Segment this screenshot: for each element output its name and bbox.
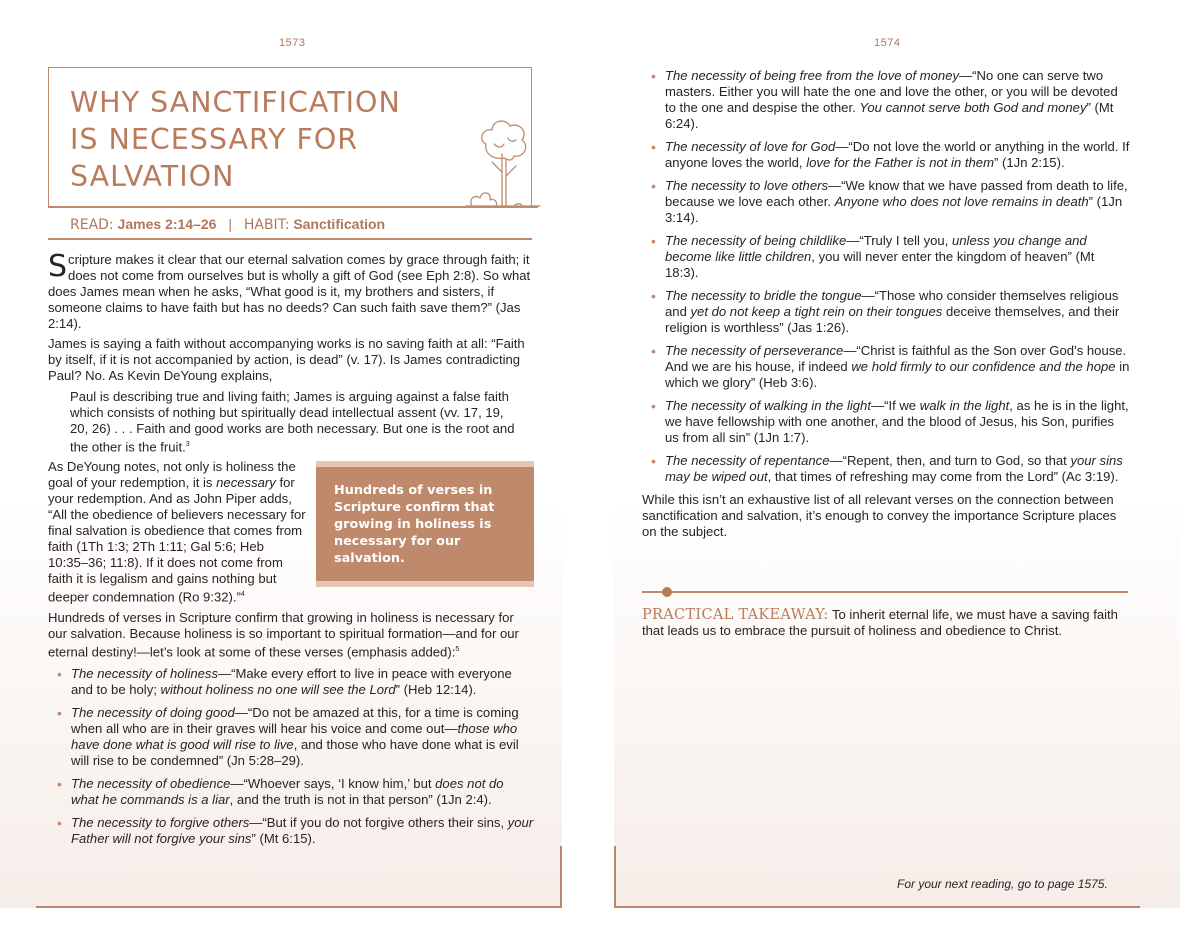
list-item [48,815,534,847]
left-column [48,249,534,854]
emphasis-text: does not do what he commands is a liar [71,776,504,808]
item-heading: The necessity to love others [665,178,829,193]
item-heading: The necessity of love for God [665,139,836,154]
item-text: deceive themselves, and their religion is worthless” (Jas 1:26). [665,304,1120,335]
list-item [642,233,1130,281]
item-heading: The necessity of holiness [71,666,219,682]
read-passage: James 2:14–26 [117,216,217,232]
item-heading: The necessity of repentance [665,453,830,468]
takeaway-divider [642,591,1128,593]
emphasis-text: yet do not keep a tight rein on their tongues [690,304,943,319]
item-text: —“Those who consider themselves religious and [665,288,1119,319]
item-text: ” (Heb 12:14). [395,682,477,698]
emphasis-text: love for the Father is not in them [806,155,994,170]
item-heading: The necessity to bridle the tongue [665,288,862,303]
pull-quote: Hundreds of verses in Scripture confirm that growing in holiness is necessary for our salvation. [316,461,534,587]
item-heading: The necessity to forgive others [71,815,250,831]
page-title: WHY SANCTIFICATION IS NECESSARY FOR SALVATION [70,86,401,193]
list-item [48,776,534,808]
quote-text: Paul is describing true and living faith; James is arguing against a false faith which consists of nothing but spiritually dead intellectual assent (vv. 17, 19, 20, 26) . . . Faith and good works are both necessary. But one is the root and the other is the fruit. [70,389,515,455]
read-rule [48,238,532,240]
item-heading: The necessity of perseverance [665,343,844,358]
page-edge-line [36,906,562,908]
item-heading: The necessity of being free from the love of money [665,68,960,83]
item-text: —“No one can serve two masters. Either you will hate the one and love the other, or you will be devoted to the one and despise the other. [665,68,1118,115]
page-edge-line [614,906,1140,908]
right-column [642,68,1130,544]
block-quote [70,389,516,455]
next-reading-note: For your next reading, go to page 1575. [897,877,1108,891]
item-text: —“But if you do not forgive others their sins, [249,815,508,831]
page-number-left: 1573 [279,37,306,49]
drop-cap: S [48,249,68,284]
page-number-right: 1574 [874,37,901,49]
divider-dot [662,587,672,597]
closing-paragraph: While this isn’t an exhaustive list of all relevant verses on the connection between sanctification and salvation, it’s enough to convey the importance Scripture places on the subject. [642,492,1117,539]
emphasis-text: without holiness no one will see the Lord [160,682,396,698]
item-text: —“Repent, then, and turn to God, so that [829,453,1071,468]
footnote-ref: 5 [455,645,460,653]
item-text: —“Christ is faithful as the Son over God’s house. And we are his house, if indeed [665,343,1127,374]
tree-illustration-icon [464,114,542,214]
item-text: —“Do not be amazed at this, for a time is coming when all who are in their graves will hear his voice and come out— [71,705,519,737]
item-text: in which we glory” (Heb 3:6). [665,359,1130,390]
page-edge-line [614,846,616,908]
verse-list-left [48,666,534,847]
emphasis-text: necessary [216,475,276,491]
item-text: —“Truly I tell you, [846,233,952,248]
item-text: ” (1Jn 3:14). [665,194,1123,225]
emphasis-text: your sins may be wiped out [665,453,1123,484]
body-paragraph [48,336,534,384]
item-text: —“We know that we have passed from death to life, because we love each other. [665,178,1128,209]
takeaway-label: PRACTICAL TAKEAWAY: [642,607,829,623]
item-text: —“Make every effort to live in peace with everyone and to be holy; [71,666,512,698]
item-heading: The necessity of being childlike [665,233,847,248]
item-text: , and the truth is not in that person” (1Jn 2:4). [229,792,492,808]
emphasis-text: those who have done what is good will rise to live [71,721,518,753]
read-label: READ: [70,217,114,233]
list-item [642,398,1130,446]
item-heading: The necessity of obedience [71,776,231,792]
footnote-ref: 4 [240,591,245,599]
item-text: , and those who have done what is evil will rise to be condemned” (Jn 5:28–29). [71,737,519,769]
emphasis-text: we hold firmly to our confidence and the hope [851,359,1116,374]
emphasis-text: walk in the light [919,398,1010,413]
emphasis-text: your Father will not forgive your sins [71,815,534,847]
item-heading: The necessity of doing good [71,705,235,721]
verse-list-right [642,68,1130,485]
list-item [642,288,1130,336]
takeaway-text: To inherit eternal life, we must have a saving faith that leads us to embrace the pursuit of holiness and obedience to Christ. [642,607,1118,638]
habit-value: Sanctification [293,216,386,232]
paragraph-text: James is saying a faith without accompanying works is no saving faith at all: “Faith by itself, if it is not accompanied by action, is dead” (v. 17). Is James contradicting Paul? No. As Kevin DeYoung explains, [48,336,525,383]
emphasis-text: unless you change and become like little children [665,233,1087,264]
list-item [642,178,1130,226]
list-item [642,343,1130,391]
item-text: —“If we [870,398,920,413]
item-text: ” (Mt 6:24). [665,100,1114,131]
body-paragraph [48,610,534,660]
item-text: ” (1Jn 2:15). [994,155,1065,170]
reading-info [70,216,385,233]
practical-takeaway [642,607,1130,639]
item-text: , as he is in the light, we have fellowship with one another, and the blood of Jesus, his Son, purifies us from all sin” (1Jn 1:7). [665,398,1129,445]
item-text: , you will never enter the kingdom of heaven” (Mt 18:3). [665,249,1095,280]
list-item [48,666,534,698]
item-text: ” (Mt 6:15). [251,831,316,847]
list-item [48,705,534,769]
list-item [642,68,1130,132]
item-text: —“Whoever says, ‘I know him,’ but [230,776,436,792]
paragraph-text: cripture makes it clear that our eternal salvation comes by grace through faith; it does not come from ourselves but is wholly a gift of God (see Eph 2:8). So what does James mean when he asks, “What good is it, my brothers and sisters, if someone claims to have faith but has no deeds? Can such faith save them?” (Jas 2:14). [48,252,531,331]
item-heading: The necessity of walking in the light [665,398,871,413]
habit-label: HABIT: [243,217,290,233]
emphasis-text: Anyone who does not love remains in death [834,194,1089,209]
footnote-ref: 3 [185,441,190,448]
gutter [562,0,614,931]
paragraph-text: As DeYoung notes, not only is holiness the goal of your redemption, it is [48,459,296,491]
read-separator: | [228,216,232,232]
item-text: , that times of refreshing may come from the Lord” (Ac 3:19). [767,469,1119,484]
item-text: —“Do not love the world or anything in the world. If anyone loves the world, [665,139,1130,170]
list-item [642,139,1130,171]
paragraph-text: Hundreds of verses in Scripture confirm that growing in holiness is necessary for our salvation. Because holiness is so important to spiritual formation—and for our eternal destiny!—let’s look at some of these verses (emphasis added): [48,609,519,660]
paragraph-text: for your redemption. And as John Piper adds, “All the obedience of believers necessary for final salvation is obedience that comes from faith (1Th 1:3; 2Th 1:11; Gal 5:6; Heb 10:35–36; 11:8). If it does not come from faith it is legalism and gains nothing but deeper condemnation (Ro 9:32).” [48,475,306,605]
body-paragraph [48,249,534,332]
list-item [642,453,1130,485]
emphasis-text: You cannot serve both God and money [859,100,1087,115]
